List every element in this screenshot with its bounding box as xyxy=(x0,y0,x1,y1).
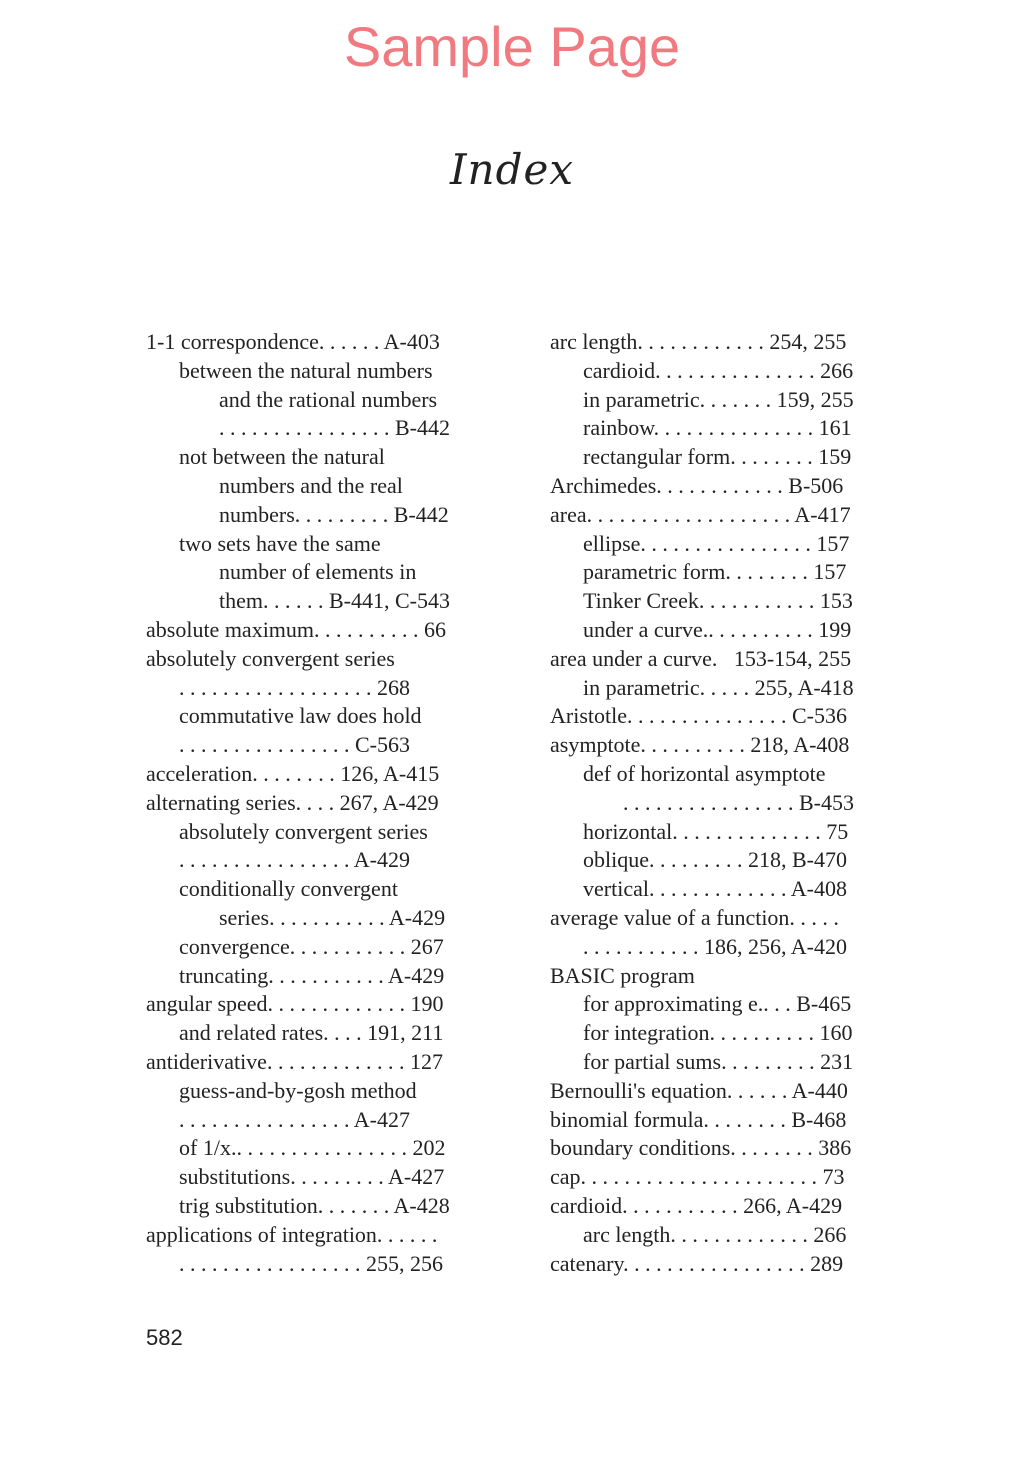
index-subentry: arc length. . . . . . . . . . . . . 266 xyxy=(583,1221,847,1247)
index-entry: cap. . . . . . . . . . . . . . . . . . . . . . 73 xyxy=(550,1164,845,1190)
page-number: 582 xyxy=(146,1325,183,1350)
index-entry: area. . . . . . . . . . . . . . . . . . . A-417 xyxy=(550,501,851,527)
index-entry: angular speed. . . . . . . . . . . . . 190 xyxy=(146,991,444,1017)
index-subentry: . . . . . . . . . . . . . . . . B-453 xyxy=(623,789,854,815)
index-entry: absolutely convergent series xyxy=(146,645,395,671)
index-subentry: them. . . . . . B-441, C-543 xyxy=(219,588,450,614)
index-subentry: Tinker Creek. . . . . . . . . . . 153 xyxy=(583,588,853,614)
index-subentry: and related rates. . . . 191, 211 xyxy=(179,1020,444,1046)
index-entry: Aristotle. . . . . . . . . . . . . . . C-536 xyxy=(550,703,847,729)
index-entry: asymptote. . . . . . . . . . 218, A-408 xyxy=(550,732,850,758)
index-entry: binomial formula. . . . . . . . B-468 xyxy=(550,1106,847,1132)
index-entry: alternating series. . . . 267, A-429 xyxy=(146,789,439,815)
index-subentry: . . . . . . . . . . . 186, 256, A-420 xyxy=(583,933,847,959)
index-subentry: between the natural numbers xyxy=(179,357,433,383)
index-entry: applications of integration. . . . . . xyxy=(146,1221,438,1247)
index-entry: antiderivative. . . . . . . . . . . . . 127 xyxy=(146,1048,443,1074)
index-entry: Bernoulli's equation. . . . . . A-440 xyxy=(550,1077,848,1103)
index-subentry: oblique. . . . . . . . . 218, B-470 xyxy=(583,847,847,873)
index-entry: average value of a function. . . . . xyxy=(550,904,839,930)
index-subentry: substitutions. . . . . . . . . A-427 xyxy=(179,1164,445,1190)
index-subentry: vertical. . . . . . . . . . . . . A-408 xyxy=(583,876,847,902)
index-subentry: numbers and the real xyxy=(219,472,403,498)
index-subentry: . . . . . . . . . . . . . . . . A-427 xyxy=(179,1106,410,1132)
index-subentry: ellipse. . . . . . . . . . . . . . . . 157 xyxy=(583,530,850,556)
index-entry: cardioid. . . . . . . . . . . 266, A-429 xyxy=(550,1192,843,1218)
index-subentry: guess-and-by-gosh method xyxy=(179,1077,417,1103)
index-subentry: conditionally convergent xyxy=(179,876,398,902)
index-entry: 1-1 correspondence. . . . . . A-403 xyxy=(146,329,440,354)
index-subentry: cardioid. . . . . . . . . . . . . . . 266 xyxy=(583,357,854,383)
index-subentry: not between the natural xyxy=(179,444,385,470)
index-subentry: for partial sums. . . . . . . . . 231 xyxy=(583,1048,854,1074)
sample-page-watermark: Sample Page xyxy=(343,15,681,78)
index-entry: Archimedes. . . . . . . . . . . . B-506 xyxy=(550,472,844,498)
index-subentry: commutative law does hold xyxy=(179,703,422,729)
index-subentry: numbers. . . . . . . . . B-442 xyxy=(219,501,449,527)
index-entry: area under a curve. 153-154, 255 xyxy=(550,645,852,671)
index-subentry: two sets have the same xyxy=(179,530,381,556)
index-subentry: for integration. . . . . . . . . . 160 xyxy=(583,1020,853,1046)
index-subentry: in parametric. . . . . 255, A-418 xyxy=(583,674,854,700)
index-entry: catenary. . . . . . . . . . . . . . . . . 289 xyxy=(550,1250,844,1276)
index-subentry: convergence. . . . . . . . . . . 267 xyxy=(179,933,444,959)
index-subentry: parametric form. . . . . . . . 157 xyxy=(583,559,847,585)
index-column-right xyxy=(550,328,881,1278)
index-subentry: and the rational numbers xyxy=(219,386,438,412)
index-entry: boundary conditions. . . . . . . . 386 xyxy=(550,1135,852,1161)
index-entry: acceleration. . . . . . . . 126, A-415 xyxy=(146,760,440,786)
index-subentry: . . . . . . . . . . . . . . . . . 255, 256 xyxy=(179,1250,443,1276)
index-subentry: . . . . . . . . . . . . . . . . A-429 xyxy=(179,847,410,873)
index-subentry: rainbow. . . . . . . . . . . . . . . 161 xyxy=(583,415,852,441)
index-subentry: rectangular form. . . . . . . . 159 xyxy=(583,444,852,470)
index-subentry: series. . . . . . . . . . . A-429 xyxy=(219,904,446,930)
index-subentry: in parametric. . . . . . . 159, 255 xyxy=(583,386,854,412)
index-entry: arc length. . . . . . . . . . . . 254, 255 xyxy=(550,329,847,354)
index-subentry: absolutely convergent series xyxy=(179,818,428,844)
index-subentry: . . . . . . . . . . . . . . . . . . 268 xyxy=(179,674,410,700)
index-column-left xyxy=(146,328,477,1278)
index-subentry: truncating. . . . . . . . . . . A-429 xyxy=(179,962,445,988)
index-subentry: def of horizontal asymptote xyxy=(583,760,826,786)
index-subentry: horizontal. . . . . . . . . . . . . . 75 xyxy=(583,818,849,844)
index-subentry: of 1/x.. . . . . . . . . . . . . . . . 202 xyxy=(179,1135,446,1161)
index-entry: BASIC program xyxy=(550,962,695,988)
index-subentry: . . . . . . . . . . . . . . . . C-563 xyxy=(179,732,410,758)
index-subentry: number of elements in xyxy=(219,559,417,585)
index-entry: absolute maximum. . . . . . . . . . 66 xyxy=(146,616,447,642)
index-subentry: under a curve.. . . . . . . . . . 199 xyxy=(583,616,852,642)
index-subentry: trig substitution. . . . . . . A-428 xyxy=(179,1192,450,1218)
index-subentry: for approximating e.. . . B-465 xyxy=(583,991,852,1017)
index-subentry: . . . . . . . . . . . . . . . . B-442 xyxy=(219,415,450,441)
page-title: Index xyxy=(449,145,575,194)
